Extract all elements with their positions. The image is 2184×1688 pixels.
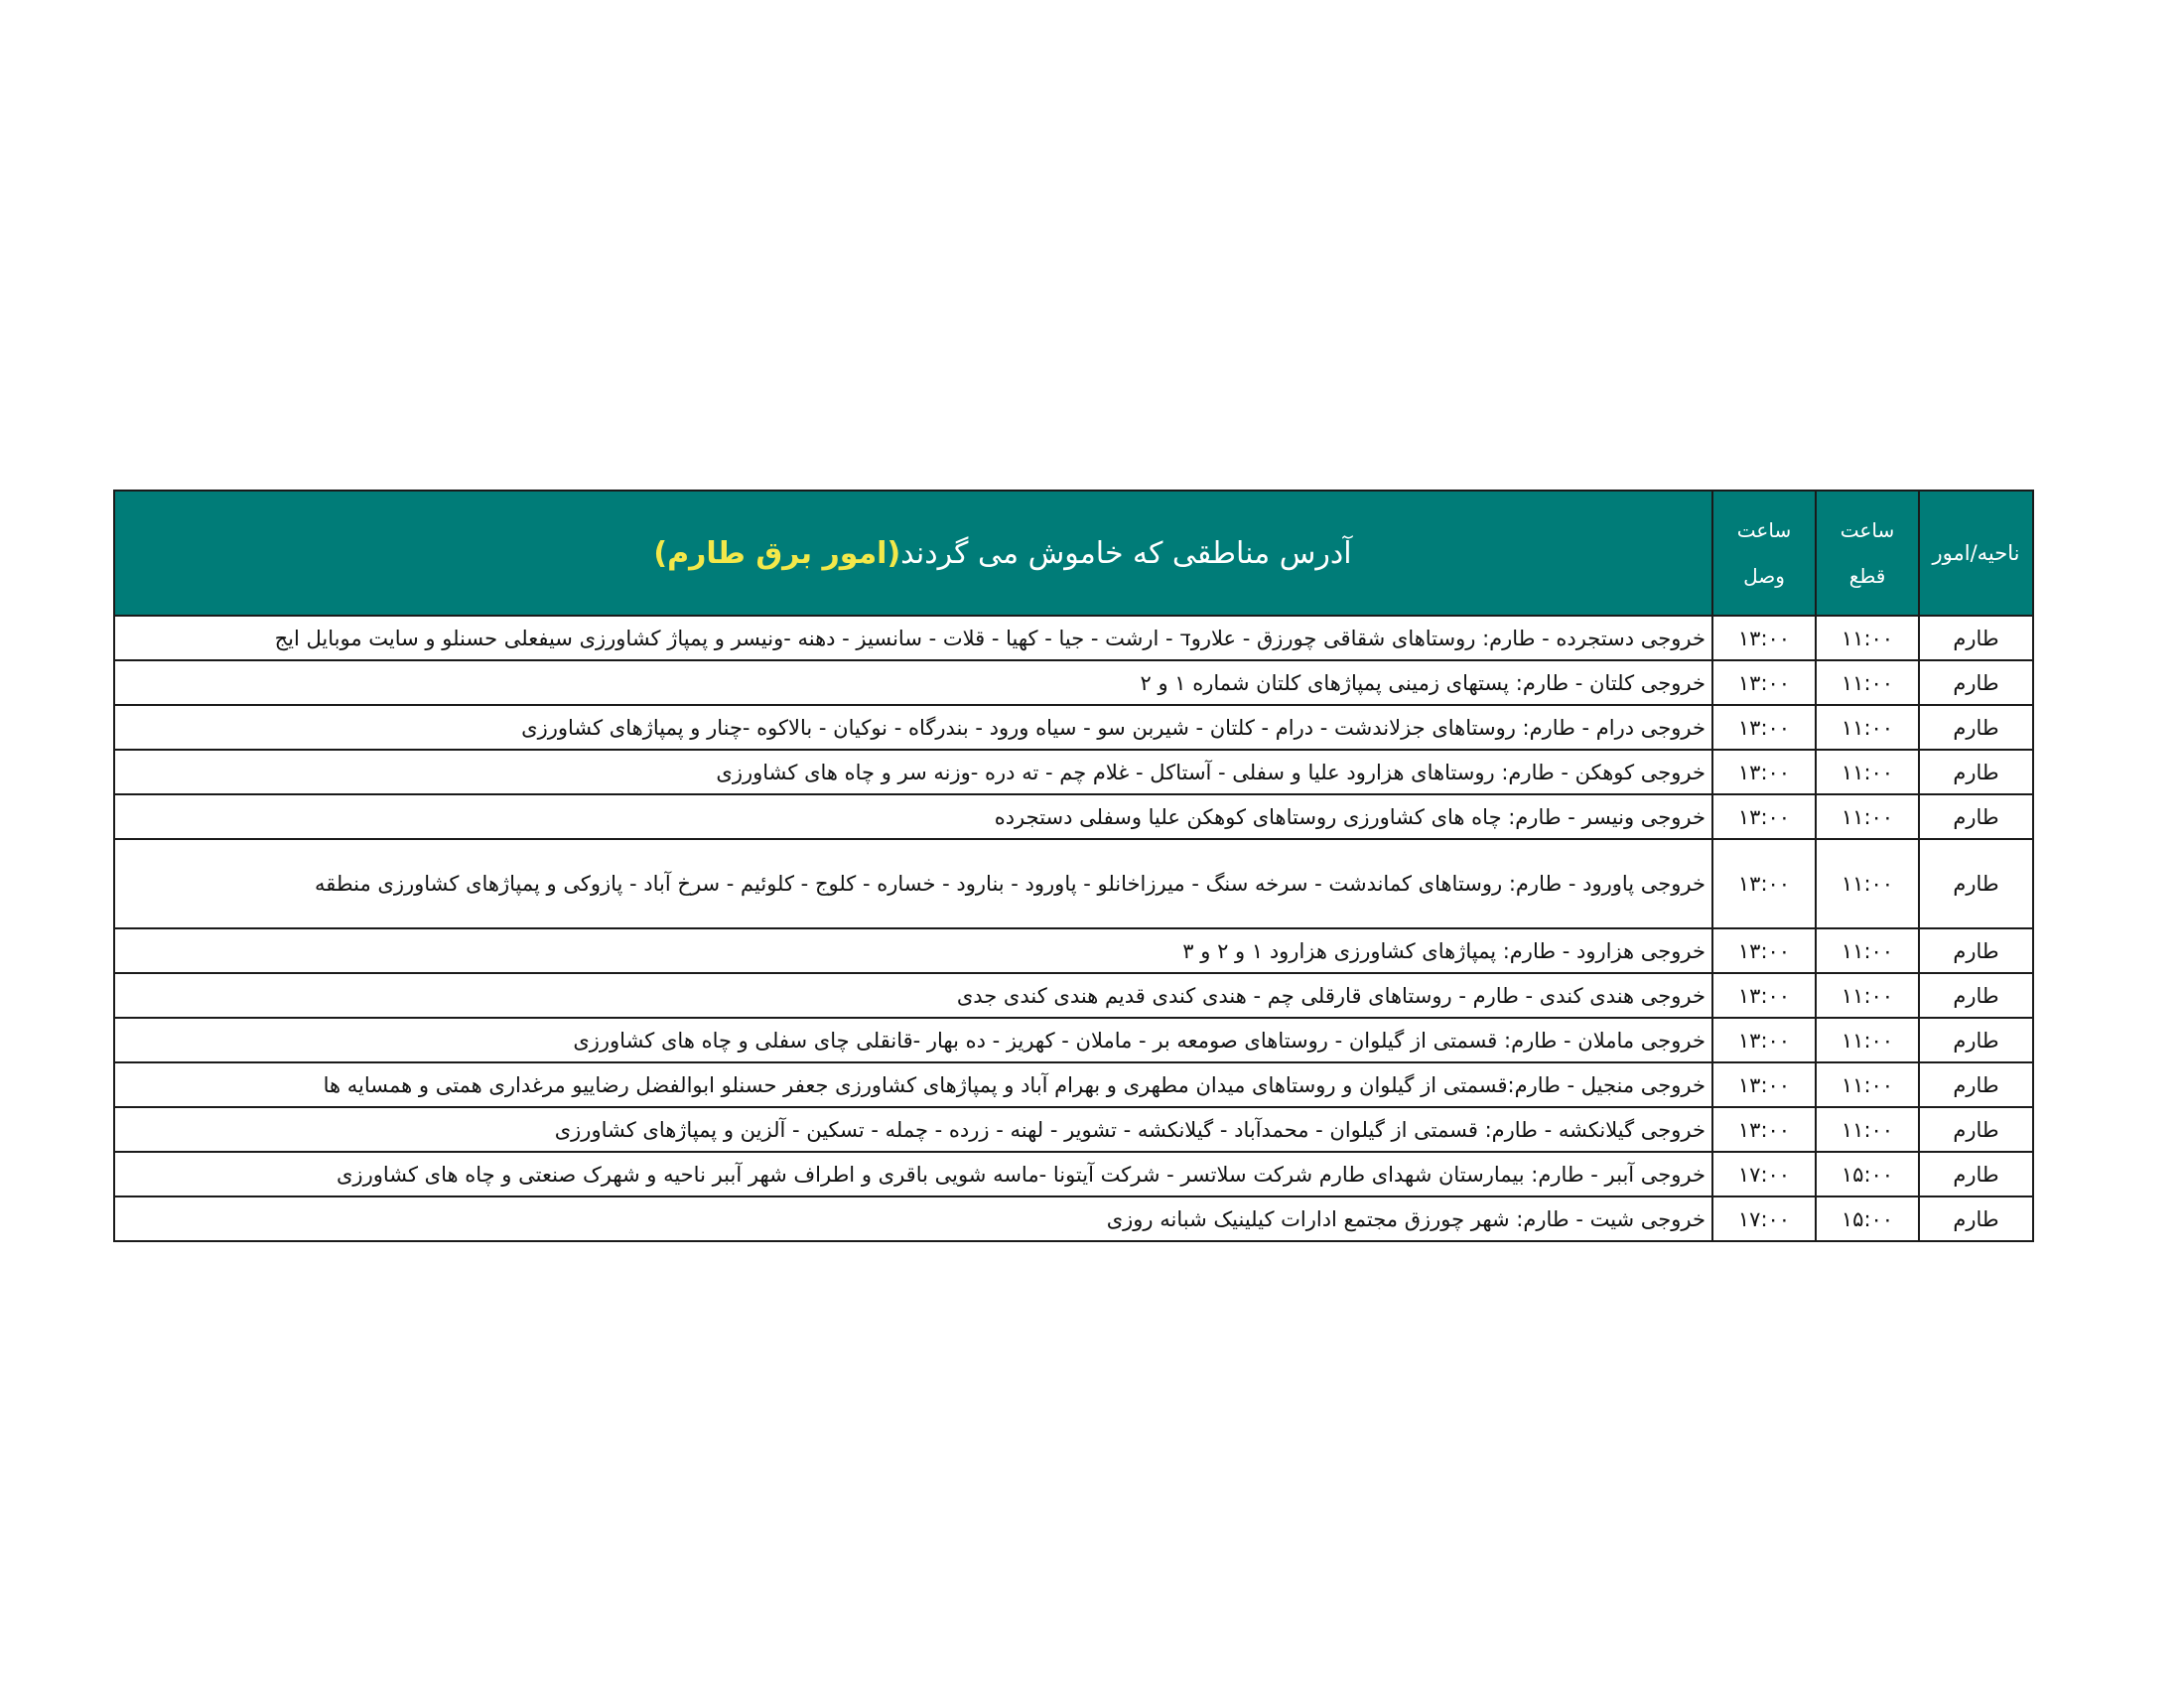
table-row bbox=[114, 1107, 2033, 1152]
connect-time-cell: ۱۳:۰۰ bbox=[1712, 750, 1816, 794]
connect-time-cell: ۱۳:۰۰ bbox=[1712, 928, 1816, 973]
region-cell: طارم bbox=[1919, 928, 2033, 973]
header-title-highlight: (امور برق طارم) bbox=[653, 535, 901, 571]
table-row bbox=[114, 794, 2033, 839]
region-cell: طارم bbox=[1919, 660, 2033, 705]
address-cell: خروجی هزارود - طارم: پمپاژهای کشاورزی هزارود ۱ و ۲ و ۳ bbox=[114, 928, 1712, 973]
connect-time-cell: ۱۳:۰۰ bbox=[1712, 839, 1816, 928]
connect-time-cell: ۱۳:۰۰ bbox=[1712, 660, 1816, 705]
address-cell: خروجی کلتان - طارم: پستهای زمینی پمپاژهای کلتان شماره ۱ و ۲ bbox=[114, 660, 1712, 705]
header-title bbox=[114, 491, 1712, 616]
table-header-row bbox=[114, 491, 2033, 616]
table-row bbox=[114, 973, 2033, 1018]
cut-time-cell: ۱۱:۰۰ bbox=[1816, 1062, 1919, 1107]
address-cell: خروجی دستجرده - طارم: روستاهای شقاقی چورزق - علاروד - ارشت - جیا - کهیا - قلات - سانسیز - دهنه -ونیسر و پمپاژ کشاورزی سیفعلی حسنلو و سایت موبایل ایج bbox=[114, 616, 1712, 660]
region-cell: طارم bbox=[1919, 1107, 2033, 1152]
cut-time-cell: ۱۱:۰۰ bbox=[1816, 973, 1919, 1018]
header-cut-line1: ساعت bbox=[1840, 518, 1895, 542]
header-cut-time bbox=[1816, 491, 1919, 616]
outage-schedule-table bbox=[113, 490, 2034, 1242]
table-row bbox=[114, 1196, 2033, 1241]
header-region: ناحیه/امور bbox=[1919, 491, 2033, 616]
table-row bbox=[114, 839, 2033, 928]
cut-time-cell: ۱۱:۰۰ bbox=[1816, 660, 1919, 705]
address-cell: خروجی شیت - طارم: شهر چورزق مجتمع ادارات کیلینیک شبانه روزی bbox=[114, 1196, 1712, 1241]
region-cell: طارم bbox=[1919, 794, 2033, 839]
cut-time-cell: ۱۱:۰۰ bbox=[1816, 705, 1919, 750]
cut-time-cell: ۱۵:۰۰ bbox=[1816, 1196, 1919, 1241]
region-cell: طارم bbox=[1919, 1196, 2033, 1241]
table-row bbox=[114, 1152, 2033, 1196]
address-cell: خروجی کوهکن - طارم: روستاهای هزارود علیا و سفلی - آستاکل - غلام چم - ته دره -وزنه سر و چاه های کشاورزی bbox=[114, 750, 1712, 794]
connect-time-cell: ۱۳:۰۰ bbox=[1712, 794, 1816, 839]
header-connect-time bbox=[1712, 491, 1816, 616]
region-cell: طارم bbox=[1919, 973, 2033, 1018]
header-cut-line2: قطع bbox=[1848, 564, 1886, 588]
region-cell: طارم bbox=[1919, 839, 2033, 928]
cut-time-cell: ۱۱:۰۰ bbox=[1816, 928, 1919, 973]
region-cell: طارم bbox=[1919, 750, 2033, 794]
table-row bbox=[114, 616, 2033, 660]
table-row bbox=[114, 928, 2033, 973]
table-row bbox=[114, 1062, 2033, 1107]
address-cell: خروجی منجیل - طارم:قسمتی از گیلوان و روستاهای میدان مطهری و بهرام آباد و پمپاژهای کشاورزی جعفر حسنلو ابوالفضل رضاییو مرغداری همتی و همسایه ها bbox=[114, 1062, 1712, 1107]
header-title-main: آدرس مناطقی که خاموش می گردند bbox=[900, 535, 1352, 571]
address-cell: خروجی ونیسر - طارم: چاه های کشاورزی روستاهای کوهکن علیا وسفلی دستجرده bbox=[114, 794, 1712, 839]
connect-time-cell: ۱۷:۰۰ bbox=[1712, 1152, 1816, 1196]
table-row bbox=[114, 1018, 2033, 1062]
address-cell: خروجی گیلانکشه - طارم: قسمتی از گیلوان - محمدآباد - گیلانکشه - تشویر - لهنه - زرده - چمله - تسکین - آلزین و پمپاژهای کشاورزی bbox=[114, 1107, 1712, 1152]
connect-time-cell: ۱۳:۰۰ bbox=[1712, 1062, 1816, 1107]
address-cell: خروجی درام - طارم: روستاهای جزلاندشت - درام - کلتان - شیربن سو - سیاه ورود - بندرگاه - نوکیان - بالاکوه -چنار و پمپاژهای کشاورزی bbox=[114, 705, 1712, 750]
table-row bbox=[114, 705, 2033, 750]
region-cell: طارم bbox=[1919, 1152, 2033, 1196]
cut-time-cell: ۱۱:۰۰ bbox=[1816, 750, 1919, 794]
cut-time-cell: ۱۵:۰۰ bbox=[1816, 1152, 1919, 1196]
connect-time-cell: ۱۳:۰۰ bbox=[1712, 705, 1816, 750]
header-conn-line1: ساعت bbox=[1736, 518, 1792, 542]
region-cell: طارم bbox=[1919, 1062, 2033, 1107]
cut-time-cell: ۱۱:۰۰ bbox=[1816, 1018, 1919, 1062]
table-row bbox=[114, 750, 2033, 794]
connect-time-cell: ۱۳:۰۰ bbox=[1712, 973, 1816, 1018]
table-body bbox=[114, 616, 2033, 1241]
cut-time-cell: ۱۱:۰۰ bbox=[1816, 616, 1919, 660]
header-conn-line2: وصل bbox=[1743, 564, 1785, 588]
address-cell: خروجی ماملان - طارم: قسمتی از گیلوان - روستاهای صومعه بر - ماملان - کهریز - ده بهار -قانقلی چای سفلی و چاه های کشاورزی bbox=[114, 1018, 1712, 1062]
address-cell: خروجی هندی کندی - طارم - روستاهای قارقلی چم - هندی کندی قدیم هندی کندی جدی bbox=[114, 973, 1712, 1018]
region-cell: طارم bbox=[1919, 705, 2033, 750]
cut-time-cell: ۱۱:۰۰ bbox=[1816, 794, 1919, 839]
cut-time-cell: ۱۱:۰۰ bbox=[1816, 839, 1919, 928]
table-row bbox=[114, 660, 2033, 705]
connect-time-cell: ۱۳:۰۰ bbox=[1712, 1018, 1816, 1062]
cut-time-cell: ۱۱:۰۰ bbox=[1816, 1107, 1919, 1152]
region-cell: طارم bbox=[1919, 616, 2033, 660]
connect-time-cell: ۱۷:۰۰ bbox=[1712, 1196, 1816, 1241]
connect-time-cell: ۱۳:۰۰ bbox=[1712, 616, 1816, 660]
address-cell: خروجی آببر - طارم: بیمارستان شهدای طارم شرکت سلاتسر - شرکت آیتونا -ماسه شویی باقری و اطراف شهر آببر ناحیه و شهرک صنعتی و چاه های کشاورزی bbox=[114, 1152, 1712, 1196]
address-cell: خروجی پاورود - طارم: روستاهای کماندشت - سرخه سنگ - میرزاخانلو - پاورود - بنارود - خساره - کلوج - کلوئیم - سرخ آباد - پازوکی و پمپاژهای کشاورزی منطقه bbox=[114, 839, 1712, 928]
connect-time-cell: ۱۳:۰۰ bbox=[1712, 1107, 1816, 1152]
region-cell: طارم bbox=[1919, 1018, 2033, 1062]
